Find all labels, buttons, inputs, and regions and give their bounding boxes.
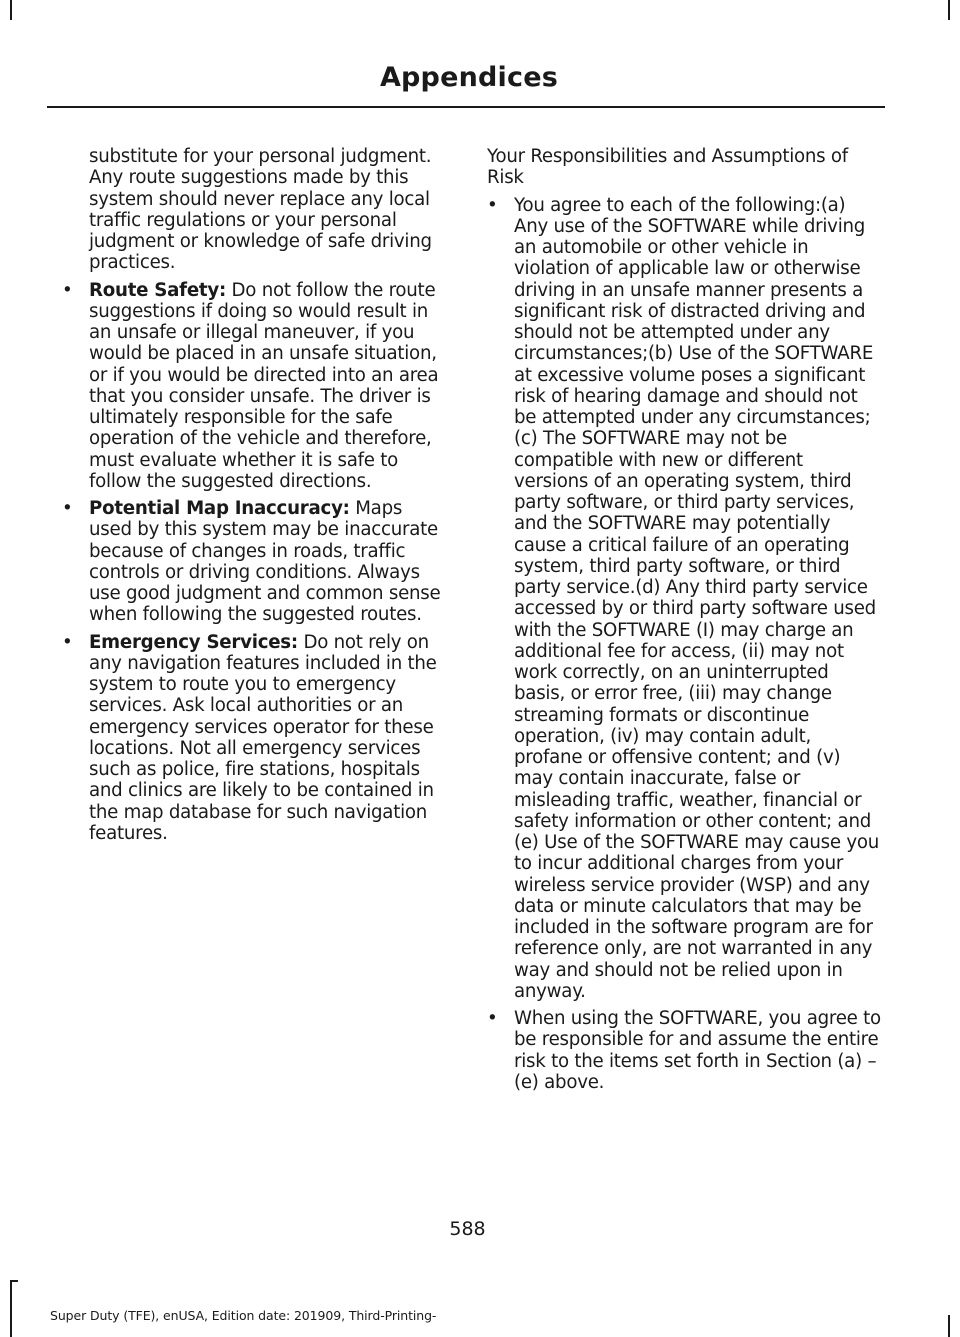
bullet-text: Do not follow the route suggestions if doing so would result in an unsafe or illegal maneuver, if you would be placed in an unsafe situation, or if you would be directed into an area that you consider unsafe. The driver is ultimately responsible for the safe operation of the vehicle and therefore, must evaluate whether it is safe to follow the suggested directions. <box>89 279 439 492</box>
right-bullet-list <box>487 195 881 1094</box>
crop-mark-bottom-left <box>10 1280 12 1337</box>
bullet-icon: • <box>62 279 73 301</box>
list-item-responsibility <box>487 1008 881 1093</box>
bullet-icon: • <box>62 631 73 653</box>
section-heading: Your Responsibilities and Assumptions of Risk <box>487 146 848 189</box>
crop-mark-top-left <box>10 0 12 20</box>
crop-mark-bottom-left-h <box>10 1280 18 1282</box>
list-item-emergency-services <box>62 632 450 845</box>
list-item-route-safety <box>62 280 450 493</box>
bullet-text: You agree to each of the following:(a) Any use of the SOFTWARE while driving an automobile or other vehicle in violation of applicable law or otherwise driving in an unsafe manner presents a significant risk of distracted driving and should not be attempted under any circumstances;(b) Use of the SOFTWARE at excessive volume poses a significant risk of hearing damage and should not be attempted under any circumstances;(c) The SOFTWARE may not be compatible with new or different versions of an operating system, third party software, or third party services, and the SOFTWARE may potentially cause a critical failure of an operating system, third party software, or third party service.(d) Any third party service accessed by or third party software used with the SOFTWARE (I) may charge an additional fee for access, (ii) may not work correctly, on an uninterrupted basis, or error free, (iii) may change streaming formats or discontinue operation, (iv) may contain adult, profane or offensive content; and (v) may contain inaccurate, false or misleading traffic, weather, financial or safety information or other content; and (e) Use of the SOFTWARE may cause you to incur additional charges from your wireless service provider (WSP) and any data or minute calculators that may be included in the software program are for reference only, are not warranted in any way and should not be relied upon in anyway. <box>514 194 880 1002</box>
bullet-icon: • <box>487 1008 498 1029</box>
list-item-agreement <box>487 195 881 1003</box>
page-title: Appendices <box>379 62 558 93</box>
continuation-paragraph: substitute for your personal judgment. Any route suggestions made by this system should never replace any local traffic regulations or your personal judgment or knowledge of safe driving practices. <box>89 146 432 274</box>
crop-mark-top-right <box>948 0 950 20</box>
page-number: 588 <box>449 1218 486 1240</box>
footer-edition-info: Super Duty (TFE), enUSA, Edition date: 201909, Third-Printing- <box>50 1308 437 1323</box>
bullet-term: Route Safety: <box>89 279 227 301</box>
left-bullet-list <box>62 280 450 845</box>
bullet-term: Potential Map Inaccuracy: <box>89 498 350 519</box>
crop-mark-bottom-right <box>948 1315 950 1337</box>
bullet-icon: • <box>62 498 73 519</box>
bullet-text: When using the SOFTWARE, you agree to be responsible for and assume the entire risk to the items set forth in Section (a) – (e) above. <box>514 1008 881 1093</box>
left-column <box>62 146 450 844</box>
right-column <box>487 146 881 1093</box>
bullet-term: Emergency Services: <box>89 631 298 653</box>
bullet-text: Maps used by this system may be inaccurate because of changes in roads, traffic controls or driving conditions. Always use good judgment and common sense when following the suggested routes. <box>89 498 441 626</box>
bullet-text: Do not rely on any navigation features included in the system to route you to emergency services. Ask local authorities or an emergency services operator for these locations. Not all emergency services such as police, fire stations, hospitals and clinics are likely to be contained in the map database for such navigation features. <box>89 631 437 844</box>
list-item-map-inaccuracy <box>62 498 450 626</box>
bullet-icon: • <box>487 194 498 216</box>
header-divider <box>47 106 885 108</box>
